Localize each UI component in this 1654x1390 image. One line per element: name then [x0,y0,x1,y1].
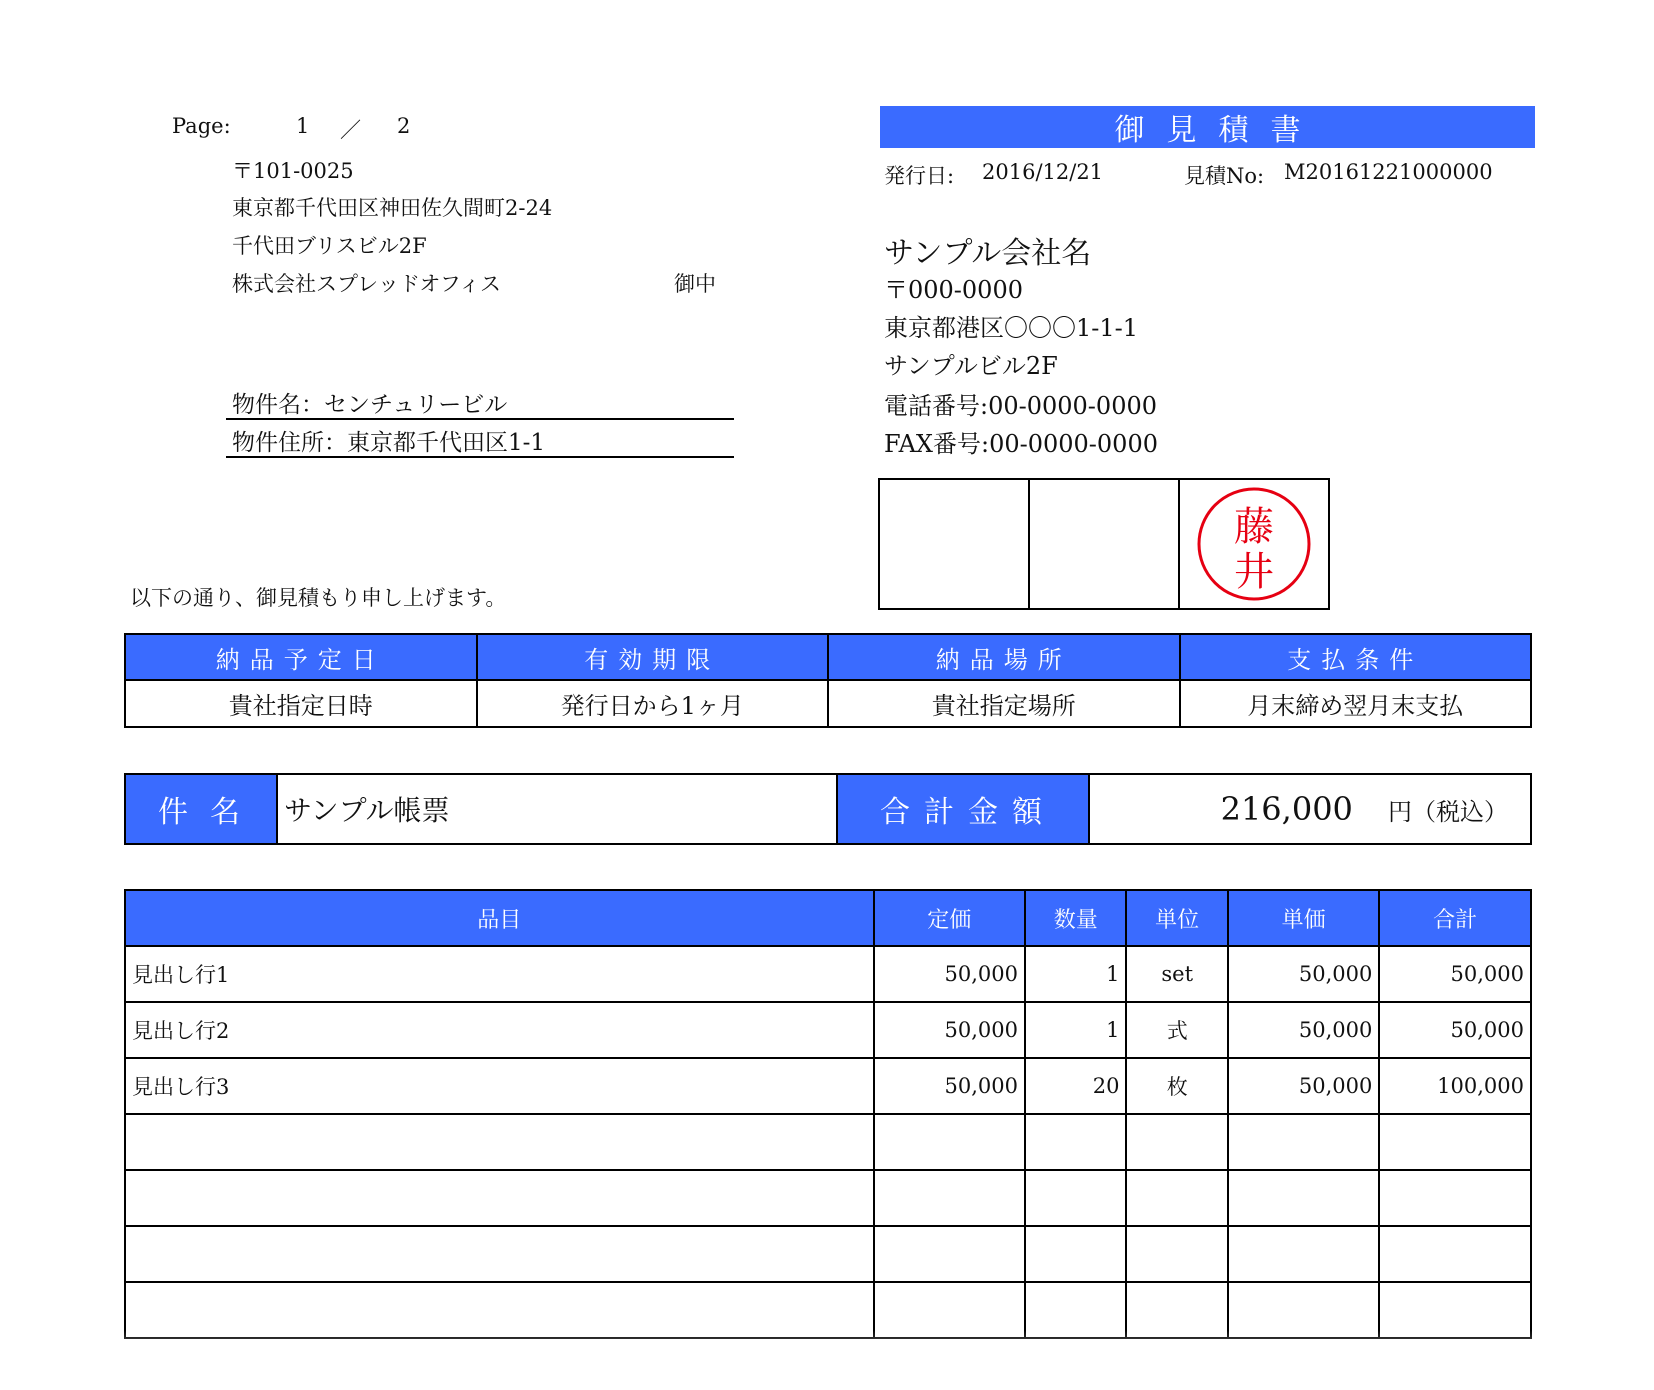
item-total: 50,000 [1379,1002,1531,1058]
conditions-header: 納品予定日 [125,634,477,680]
conditions-value: 月末締め翌月末支払 [1180,680,1532,727]
item-unit-price [1228,1114,1379,1170]
item-name [125,1170,874,1226]
item-unit-price [1228,1226,1379,1282]
item-unit-price: 50,000 [1228,1058,1379,1114]
item-list-price [874,1170,1025,1226]
item-total: 50,000 [1379,946,1531,1002]
issuer-postal: 〒000-0000 [884,276,1023,304]
issuer-fax: FAX番号:00-0000-0000 [884,430,1158,458]
items-table [124,889,1532,1339]
quote-no-label: 見積No: [1184,164,1265,188]
total-label: 合計金額 [837,774,1089,844]
table-row [125,1170,1531,1226]
item-unit [1126,1114,1227,1170]
recipient-company: 株式会社スプレッドオフィス [232,272,502,296]
stamp-box-1 [879,479,1029,609]
page-separator: ／ [340,118,361,142]
recipient-address1: 東京都千代田区神田佐久間町2-24 [232,196,553,220]
conditions-header-row [125,634,1531,680]
conditions-header: 納品場所 [828,634,1180,680]
items-header-row [125,890,1531,946]
page-total: 2 [397,114,411,138]
conditions-table [124,633,1532,728]
item-quantity: 20 [1025,1058,1126,1114]
page-fade-overlay [120,1330,1540,1390]
conditions-value-row [125,680,1531,727]
document-title: 御見積書 [880,106,1535,148]
item-list-price [874,1114,1025,1170]
issuer-address2: サンプルビル2F [884,352,1058,380]
issuer-address1: 東京都港区〇〇〇1-1-1 [884,314,1139,342]
items-header: 品目 [125,890,874,946]
item-quantity: 1 [1025,1002,1126,1058]
item-total [1379,1114,1531,1170]
item-name: 見出し行1 [125,946,874,1002]
item-quantity: 1 [1025,946,1126,1002]
item-unit [1126,1170,1227,1226]
item-unit-price: 50,000 [1228,1002,1379,1058]
table-row [125,946,1531,1002]
property-address: 物件住所：東京都千代田区1-1 [226,424,734,458]
issue-date-label: 発行日: [884,164,955,188]
item-quantity [1025,1226,1126,1282]
item-list-price: 50,000 [874,946,1025,1002]
item-list-price: 50,000 [874,1058,1025,1114]
issue-date: 2016/12/21 [982,160,1104,184]
item-total [1379,1170,1531,1226]
items-header: 定価 [874,890,1025,946]
item-name [125,1226,874,1282]
item-unit [1126,1226,1227,1282]
stamp-box-2 [1029,479,1179,609]
item-name [125,1114,874,1170]
table-row [125,1002,1531,1058]
issuer-tel: 電話番号:00-0000-0000 [884,392,1157,420]
conditions-header: 有効期限 [477,634,829,680]
property-name: 物件名：センチュリービル [226,386,734,420]
items-header: 単価 [1228,890,1379,946]
item-unit-price: 50,000 [1228,946,1379,1002]
item-list-price [874,1226,1025,1282]
recipient-address2: 千代田ブリスビル2F [232,234,427,258]
total-unit: 円（税込） [1388,798,1508,826]
svg-text:藤: 藤 [1234,504,1274,550]
total-cell [1089,774,1531,844]
item-total [1379,1226,1531,1282]
recipient-honorific: 御中 [674,272,716,296]
summary-table [124,773,1532,845]
issuer-company: サンプル会社名 [884,236,1092,271]
item-unit-price [1228,1170,1379,1226]
item-unit: set [1126,946,1227,1002]
page-label: Page: [172,114,231,138]
stamp-boxes [878,478,1330,610]
page-current: 1 [296,114,310,138]
table-row [125,1058,1531,1114]
quote-no: M20161221000000 [1284,160,1493,184]
item-unit: 枚 [1126,1058,1227,1114]
conditions-value: 貴社指定場所 [828,680,1180,727]
item-name: 見出し行3 [125,1058,874,1114]
table-row [125,1226,1531,1282]
items-header: 合計 [1379,890,1531,946]
item-quantity [1025,1170,1126,1226]
item-list-price: 50,000 [874,1002,1025,1058]
intro-text: 以下の通り、御見積もり申し上げます。 [130,586,507,610]
conditions-header: 支払条件 [1180,634,1532,680]
recipient-postal: 〒101-0025 [232,159,354,183]
conditions-value: 貴社指定日時 [125,680,477,727]
items-header: 単位 [1126,890,1227,946]
total-value: 216,000 [1220,790,1353,828]
svg-text:井: 井 [1234,549,1274,595]
table-row [125,1114,1531,1170]
item-unit: 式 [1126,1002,1227,1058]
seal-stamp-icon [1180,480,1328,608]
item-name: 見出し行2 [125,1002,874,1058]
item-total: 100,000 [1379,1058,1531,1114]
items-header: 数量 [1025,890,1126,946]
subject-value: サンプル帳票 [277,774,837,844]
item-quantity [1025,1114,1126,1170]
stamp-box-3 [1179,479,1329,609]
subject-label: 件名 [125,774,277,844]
conditions-value: 発行日から1ヶ月 [477,680,829,727]
